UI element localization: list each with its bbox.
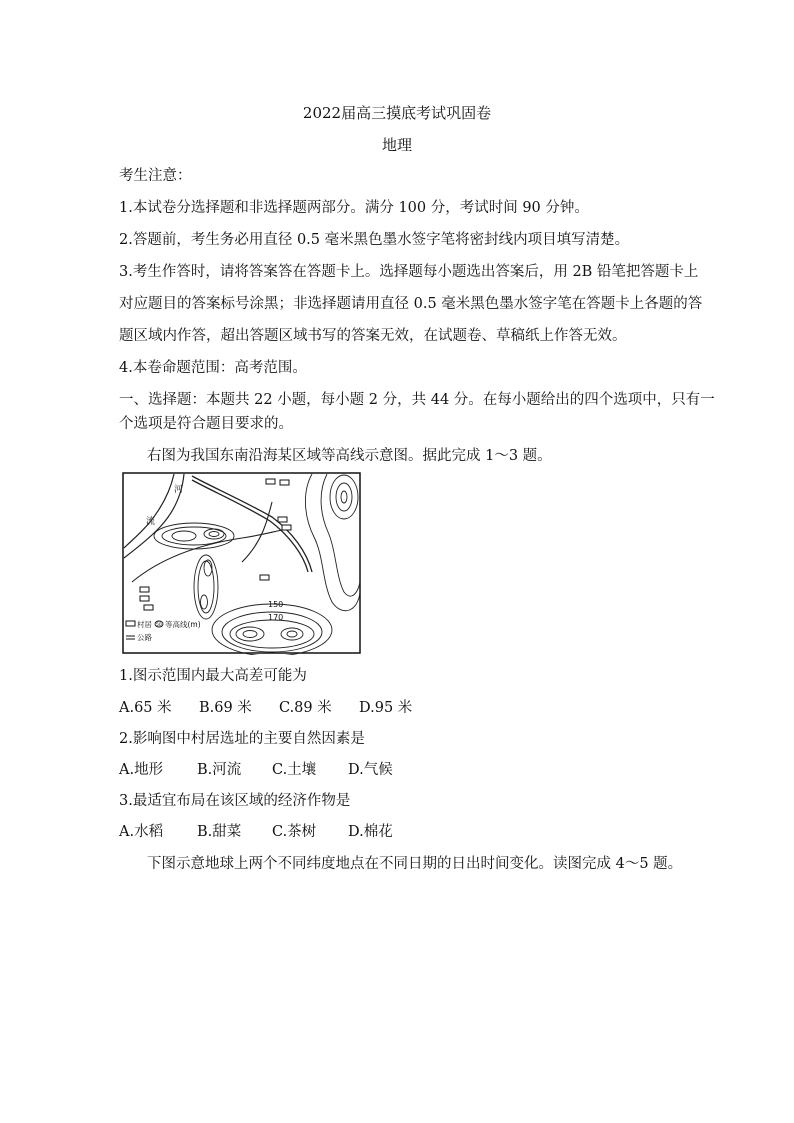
map-intro: 右图为我国东南沿海某区域等高线示意图。据此完成 1～3 题。	[147, 448, 552, 464]
legend-road-label: 公路	[137, 633, 152, 642]
question-3-option-c: C.茶树	[272, 824, 317, 840]
legend-village-label: 村居	[137, 620, 152, 629]
village-5	[260, 575, 269, 580]
contour-map-svg	[122, 472, 362, 655]
notice-heading: 考生注意：	[119, 168, 192, 184]
question-1-option-a: A.65 米	[119, 700, 172, 716]
village-2	[280, 480, 289, 485]
village-3	[278, 517, 287, 522]
river-label-1: 河	[174, 485, 184, 495]
subject-title: 地理	[381, 136, 412, 154]
contour-map	[122, 472, 362, 655]
legend-contour-mark: 50	[156, 623, 162, 628]
village-1	[266, 479, 275, 484]
question-1-options	[119, 698, 412, 718]
exam-title: 2022届高三摸底考试巩固卷	[302, 104, 492, 122]
question-2-option-c: C.土壤	[272, 762, 317, 778]
village-8	[144, 605, 153, 610]
river-label-2: 流	[146, 517, 156, 527]
notice-item-1: 1.本试卷分选择题和非选择题两部分。满分 100 分，考试时间 90 分钟。	[119, 200, 589, 216]
question-3-option-d: D.棉花	[348, 824, 393, 840]
question-3-options	[119, 822, 393, 842]
question-2-option-a: A.地形	[119, 762, 164, 778]
question-2-option-b: B.河流	[197, 762, 242, 778]
question-2-stem: 2.影响图中村居选址的主要自然因素是	[119, 731, 365, 747]
village-6	[140, 587, 149, 592]
question-1-option-c: C.89 米	[279, 700, 332, 716]
legend-village-symbol	[126, 621, 135, 626]
notice-item-4: 4.本卷命题范围：高考范围。	[119, 360, 307, 376]
village-4	[282, 525, 291, 530]
village-7	[140, 596, 149, 601]
legend-contour-label: 等高线(m)	[165, 620, 201, 629]
question-2-options	[119, 760, 393, 780]
question-3-option-a: A.水稻	[119, 824, 164, 840]
notice-item-3: 3.考生作答时，请将答案答在答题卡上。选择题每小题选出答案后，用 2B 铅笔把答题卡上	[119, 264, 699, 280]
question-3-stem: 3.最适宜布局在该区域的经济作物是	[119, 793, 351, 809]
section1-instruction-cont: 个选项是符合题目要求的。	[119, 416, 293, 432]
notice-item-3-cont2: 题区域内作答，超出答题区域书写的答案无效，在试题卷、草稿纸上作答无效。	[119, 328, 627, 344]
question-1-option-d: D.95 米	[359, 700, 413, 716]
question-1-stem: 1.图示范围内最大高差可能为	[119, 668, 307, 684]
contour-label-150: 150	[268, 600, 284, 609]
question-1-option-b: B.69 米	[199, 700, 252, 716]
section1-instruction: 一、选择题：本题共 22 小题，每小题 2 分，共 44 分。在每小题给出的四个选项中，只有一	[119, 392, 715, 408]
notice-item-2: 2.答题前，考生务必用直径 0.5 毫米黑色墨水签字笔将密封线内项目填写清楚。	[119, 232, 630, 248]
notice-item-3-cont: 对应题目的答案标号涂黑；非选择题请用直径 0.5 毫米黑色墨水签字笔在答题卡上各题的答	[119, 296, 703, 312]
next-figure-intro: 下图示意地球上两个不同纬度地点在不同日期的日出时间变化。读图完成 4～5 题。	[147, 856, 683, 872]
question-3-option-b: B.甜菜	[197, 824, 242, 840]
question-2-option-d: D.气候	[348, 762, 393, 778]
contour-label-170: 170	[268, 613, 284, 622]
